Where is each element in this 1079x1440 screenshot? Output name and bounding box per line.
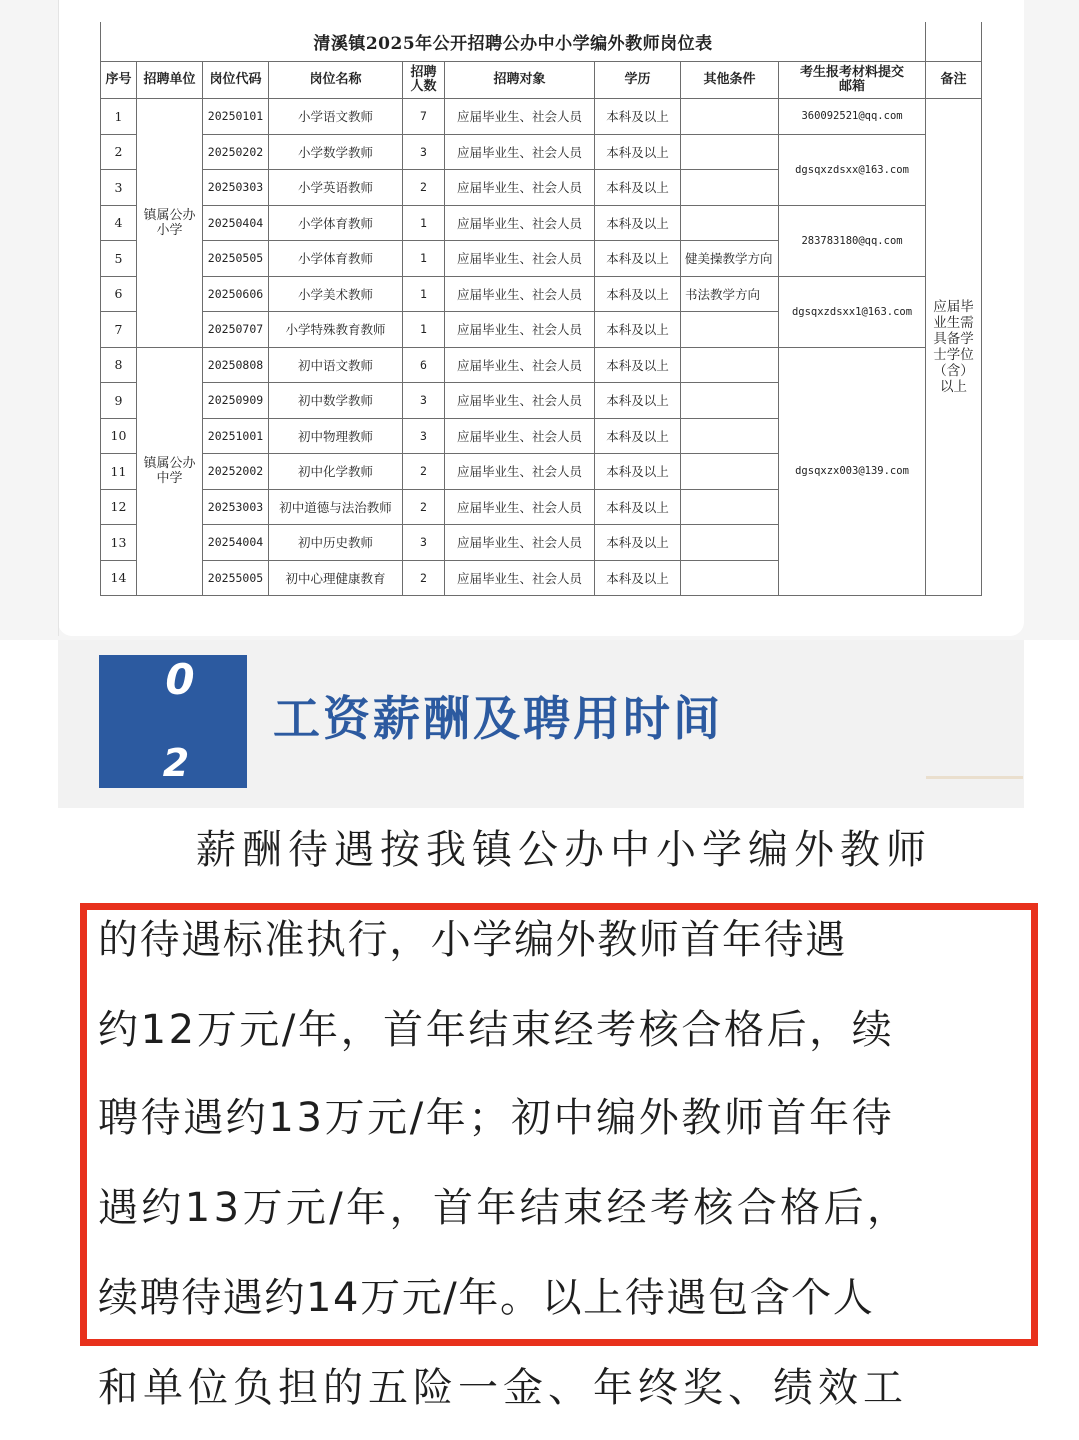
cell-position: 初中历史教师 [269, 525, 403, 561]
cell-position: 初中心理健康教育 [269, 560, 403, 596]
cell-code: 20250202 [203, 134, 269, 170]
cell-education: 本科及以上 [595, 99, 681, 135]
cell-count: 1 [403, 205, 445, 241]
table-row [101, 205, 982, 241]
cell-count: 7 [403, 99, 445, 135]
cell-count: 2 [403, 489, 445, 525]
table-row [101, 347, 982, 383]
cell-education: 本科及以上 [595, 312, 681, 348]
cell-target: 应届毕业生、社会人员 [445, 312, 595, 348]
header-no: 序号 [101, 62, 137, 99]
cell-target: 应届毕业生、社会人员 [445, 241, 595, 277]
cell-other: 健美操教学方向 [681, 241, 779, 277]
cell-target: 应届毕业生、社会人员 [445, 560, 595, 596]
cell-other [681, 347, 779, 383]
cell-other: 书法教学方向 [681, 276, 779, 312]
header-target: 招聘对象 [445, 62, 595, 99]
cell-education: 本科及以上 [595, 241, 681, 277]
cell-target: 应届毕业生、社会人员 [445, 454, 595, 490]
cell-position: 小学语文教师 [269, 99, 403, 135]
cell-other [681, 383, 779, 419]
cell-other [681, 525, 779, 561]
cell-code: 20254004 [203, 525, 269, 561]
cell-count: 3 [403, 418, 445, 454]
cell-target: 应届毕业生、社会人员 [445, 489, 595, 525]
cell-education: 本科及以上 [595, 170, 681, 206]
recruitment-table [100, 22, 982, 596]
cell-position: 小学体育教师 [269, 205, 403, 241]
cell-code: 20250606 [203, 276, 269, 312]
cell-remark: 应届毕业生需具备学士学位（含）以上 [926, 99, 982, 596]
cell-count: 1 [403, 241, 445, 277]
cell-position: 初中数学教师 [269, 383, 403, 419]
cell-no: 14 [101, 560, 137, 596]
cell-code: 20250909 [203, 383, 269, 419]
cell-no: 13 [101, 525, 137, 561]
header-unit: 招聘单位 [137, 62, 203, 99]
cell-code: 20250404 [203, 205, 269, 241]
table-row [101, 99, 982, 135]
table-title: 清溪镇2025年公开招聘公办中小学编外教师岗位表 [101, 22, 926, 62]
header-remark: 备注 [926, 62, 982, 99]
cell-education: 本科及以上 [595, 560, 681, 596]
cell-no: 6 [101, 276, 137, 312]
cell-other [681, 312, 779, 348]
cell-other [681, 205, 779, 241]
cell-count: 2 [403, 170, 445, 206]
header-position: 岗位名称 [269, 62, 403, 99]
cell-unit-middle: 镇属公办中学 [137, 347, 203, 596]
cell-position: 初中化学教师 [269, 454, 403, 490]
section-number-top: 0 [165, 655, 195, 704]
table-row [101, 134, 982, 170]
cell-target: 应届毕业生、社会人员 [445, 418, 595, 454]
section-divider [926, 776, 1023, 779]
body-line-7: 和单位负担的五险一金、年终奖、绩效工 [98, 1365, 908, 1411]
cell-other [681, 134, 779, 170]
cell-code: 20250505 [203, 241, 269, 277]
cell-code: 20253003 [203, 489, 269, 525]
cell-no: 9 [101, 383, 137, 419]
cell-target: 应届毕业生、社会人员 [445, 383, 595, 419]
cell-no: 12 [101, 489, 137, 525]
cell-count: 3 [403, 383, 445, 419]
cell-position: 初中物理教师 [269, 418, 403, 454]
cell-position: 小学特殊教育教师 [269, 312, 403, 348]
cell-other [681, 560, 779, 596]
cell-no: 11 [101, 454, 137, 490]
cell-email: 360092521@qq.com [779, 99, 926, 135]
cell-target: 应届毕业生、社会人员 [445, 134, 595, 170]
cell-no: 1 [101, 99, 137, 135]
header-education: 学历 [595, 62, 681, 99]
cell-email: dgsqxzdsxx@163.com [779, 134, 926, 205]
cell-count: 2 [403, 454, 445, 490]
table-row [101, 276, 982, 312]
body-line-6: 续聘待遇约14万元/年。以上待遇包含个人 [98, 1275, 875, 1321]
cell-target: 应届毕业生、社会人员 [445, 525, 595, 561]
section-number-bottom: 2 [162, 741, 190, 785]
cell-no: 2 [101, 134, 137, 170]
cell-target: 应届毕业生、社会人员 [445, 205, 595, 241]
cell-position: 小学体育教师 [269, 241, 403, 277]
cell-target: 应届毕业生、社会人员 [445, 276, 595, 312]
body-line-5: 遇约13万元/年，首年结束经考核合格后， [98, 1185, 911, 1231]
cell-position: 初中语文教师 [269, 347, 403, 383]
cell-count: 2 [403, 560, 445, 596]
cell-education: 本科及以上 [595, 525, 681, 561]
highlight-box [80, 903, 1038, 1346]
body-line-2: 的待遇标准执行，小学编外教师首年待遇 [98, 917, 847, 963]
cell-education: 本科及以上 [595, 418, 681, 454]
cell-count: 1 [403, 312, 445, 348]
body-line-4: 聘待遇约13万元/年；初中编外教师首年待 [98, 1095, 895, 1141]
header-other: 其他条件 [681, 62, 779, 99]
cell-code: 20252002 [203, 454, 269, 490]
cell-no: 5 [101, 241, 137, 277]
header-code: 岗位代码 [203, 62, 269, 99]
cell-unit-primary: 镇属公办小学 [137, 99, 203, 348]
cell-education: 本科及以上 [595, 383, 681, 419]
body-line-3: 约12万元/年，首年结束经考核合格后，续 [98, 1007, 895, 1053]
cell-other [681, 418, 779, 454]
cell-position: 小学美术教师 [269, 276, 403, 312]
cell-other [681, 489, 779, 525]
cell-count: 3 [403, 525, 445, 561]
cell-no: 4 [101, 205, 137, 241]
cell-target: 应届毕业生、社会人员 [445, 347, 595, 383]
cell-no: 10 [101, 418, 137, 454]
header-count: 招聘人数 [403, 62, 445, 99]
cell-email: 283783180@qq.com [779, 205, 926, 276]
table-header-row [101, 62, 982, 99]
header-email: 考生报考材料提交邮箱 [779, 62, 926, 99]
card-border [58, 0, 59, 636]
cell-no: 3 [101, 170, 137, 206]
cell-code: 20255005 [203, 560, 269, 596]
cell-position: 小学数学教师 [269, 134, 403, 170]
cell-education: 本科及以上 [595, 134, 681, 170]
cell-code: 20250808 [203, 347, 269, 383]
cell-education: 本科及以上 [595, 276, 681, 312]
cell-count: 1 [403, 276, 445, 312]
cell-position: 初中道德与法治教师 [269, 489, 403, 525]
cell-education: 本科及以上 [595, 205, 681, 241]
cell-count: 3 [403, 134, 445, 170]
cell-education: 本科及以上 [595, 347, 681, 383]
cell-target: 应届毕业生、社会人员 [445, 99, 595, 135]
cell-education: 本科及以上 [595, 489, 681, 525]
cell-no: 8 [101, 347, 137, 383]
cell-count: 6 [403, 347, 445, 383]
cell-target: 应届毕业生、社会人员 [445, 170, 595, 206]
cell-position: 小学英语教师 [269, 170, 403, 206]
cell-education: 本科及以上 [595, 454, 681, 490]
cell-other [681, 99, 779, 135]
cell-code: 20250101 [203, 99, 269, 135]
cell-email: dgsqxzdsxx1@163.com [779, 276, 926, 347]
cell-other [681, 454, 779, 490]
body-line-1: 薪酬待遇按我镇公办中小学编外教师 [196, 827, 932, 873]
cell-no: 7 [101, 312, 137, 348]
cell-code: 20250303 [203, 170, 269, 206]
cell-other [681, 170, 779, 206]
cell-code: 20250707 [203, 312, 269, 348]
title-blank-cell [926, 22, 982, 62]
cell-code: 20251001 [203, 418, 269, 454]
section-title: 工资薪酬及聘用时间 [273, 692, 723, 747]
cell-email: dgsqxzx003@139.com [779, 347, 926, 596]
